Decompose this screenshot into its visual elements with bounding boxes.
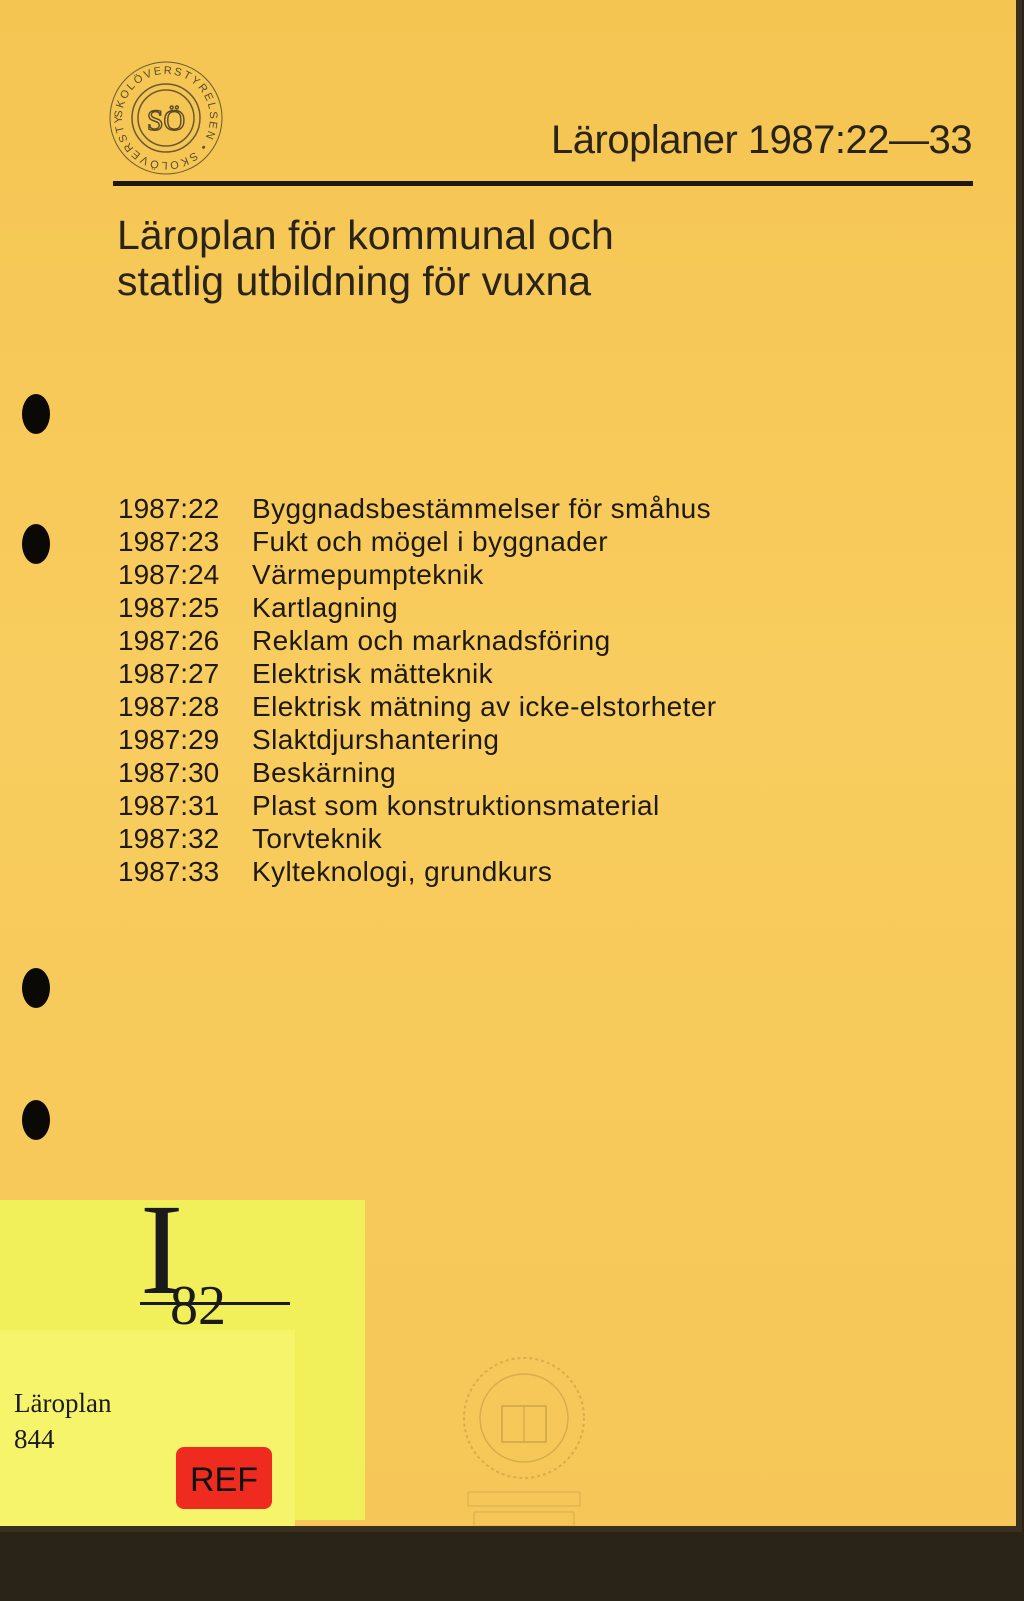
item-title: Fukt och mögel i byggnader (252, 526, 608, 557)
list-item (118, 657, 717, 690)
call-number (14, 1385, 111, 1457)
series-title: Läroplaner 1987:22—33 (551, 118, 972, 162)
header-rule (113, 181, 973, 186)
item-number: 1987:26 (118, 625, 220, 656)
item-title: Torvteknik (252, 823, 383, 854)
binder-hole (22, 968, 50, 1008)
call-number-line-1: Läroplan (14, 1388, 112, 1418)
item-title: Kylteknologi, grundkurs (252, 856, 553, 887)
item-title: Byggnadsbestämmelser för småhus (252, 493, 712, 524)
item-title: Elektrisk mätteknik (252, 658, 493, 689)
list-item (118, 690, 717, 723)
svg-text:SKOLÖVERSTYRELSEN • SKOLÖVERST: SKOLÖVERSTYRELSEN • SKOLÖVERSTY (112, 64, 220, 172)
item-number: 1987:30 (118, 757, 220, 788)
list-item (118, 525, 717, 558)
item-number: 1987:29 (118, 724, 220, 755)
main-title-line-1: Läroplan för kommunal och (117, 212, 614, 258)
shelf-number: 82 (170, 1275, 226, 1337)
library-ownership-stamp-icon (460, 1592, 461, 1593)
contents-list (118, 492, 717, 888)
item-title: Reklam och marknadsföring (252, 625, 611, 656)
library-stamp-icon (458, 1352, 590, 1532)
main-title-line-2: statlig utbildning för vuxna (117, 258, 592, 304)
binder-hole (22, 394, 50, 434)
main-title (117, 212, 817, 304)
item-number: 1987:28 (118, 691, 220, 722)
shelf-letter: I (140, 1178, 184, 1322)
item-title: Beskärning (252, 757, 397, 788)
item-number: 1987:33 (118, 856, 220, 887)
binder-hole (22, 524, 50, 564)
item-title: Slaktdjurshantering (252, 724, 500, 755)
item-number: 1987:31 (118, 790, 220, 821)
item-title: Elektrisk mätning av icke-elstorheter (252, 691, 717, 722)
svg-text:SÖ: SÖ (146, 104, 186, 137)
stamp-icon (462, 1598, 463, 1599)
list-item (118, 789, 717, 822)
library-stamp-icon (462, 1595, 586, 1596)
item-number: 1987:23 (118, 526, 220, 557)
item-title: Kartlagning (252, 592, 399, 623)
list-item (118, 756, 717, 789)
item-number: 1987:27 (118, 658, 220, 689)
list-item (118, 558, 717, 591)
list-item (118, 624, 717, 657)
item-number: 1987:24 (118, 559, 220, 590)
item-number: 1987:32 (118, 823, 220, 854)
call-number-line-2: 844 (14, 1424, 55, 1454)
item-number: 1987:22 (118, 493, 220, 524)
item-title: Värmepumpteknik (252, 559, 484, 590)
library-seal-icon (462, 1592, 463, 1593)
binder-hole (22, 1100, 50, 1140)
item-number: 1987:25 (118, 592, 220, 623)
item-title: Plast som konstruktionsmaterial (252, 790, 660, 821)
list-item (118, 492, 717, 525)
list-item (118, 723, 717, 756)
list-item (118, 822, 717, 855)
list-item (118, 591, 717, 624)
ref-badge: REF (176, 1447, 272, 1509)
list-item (118, 855, 717, 888)
